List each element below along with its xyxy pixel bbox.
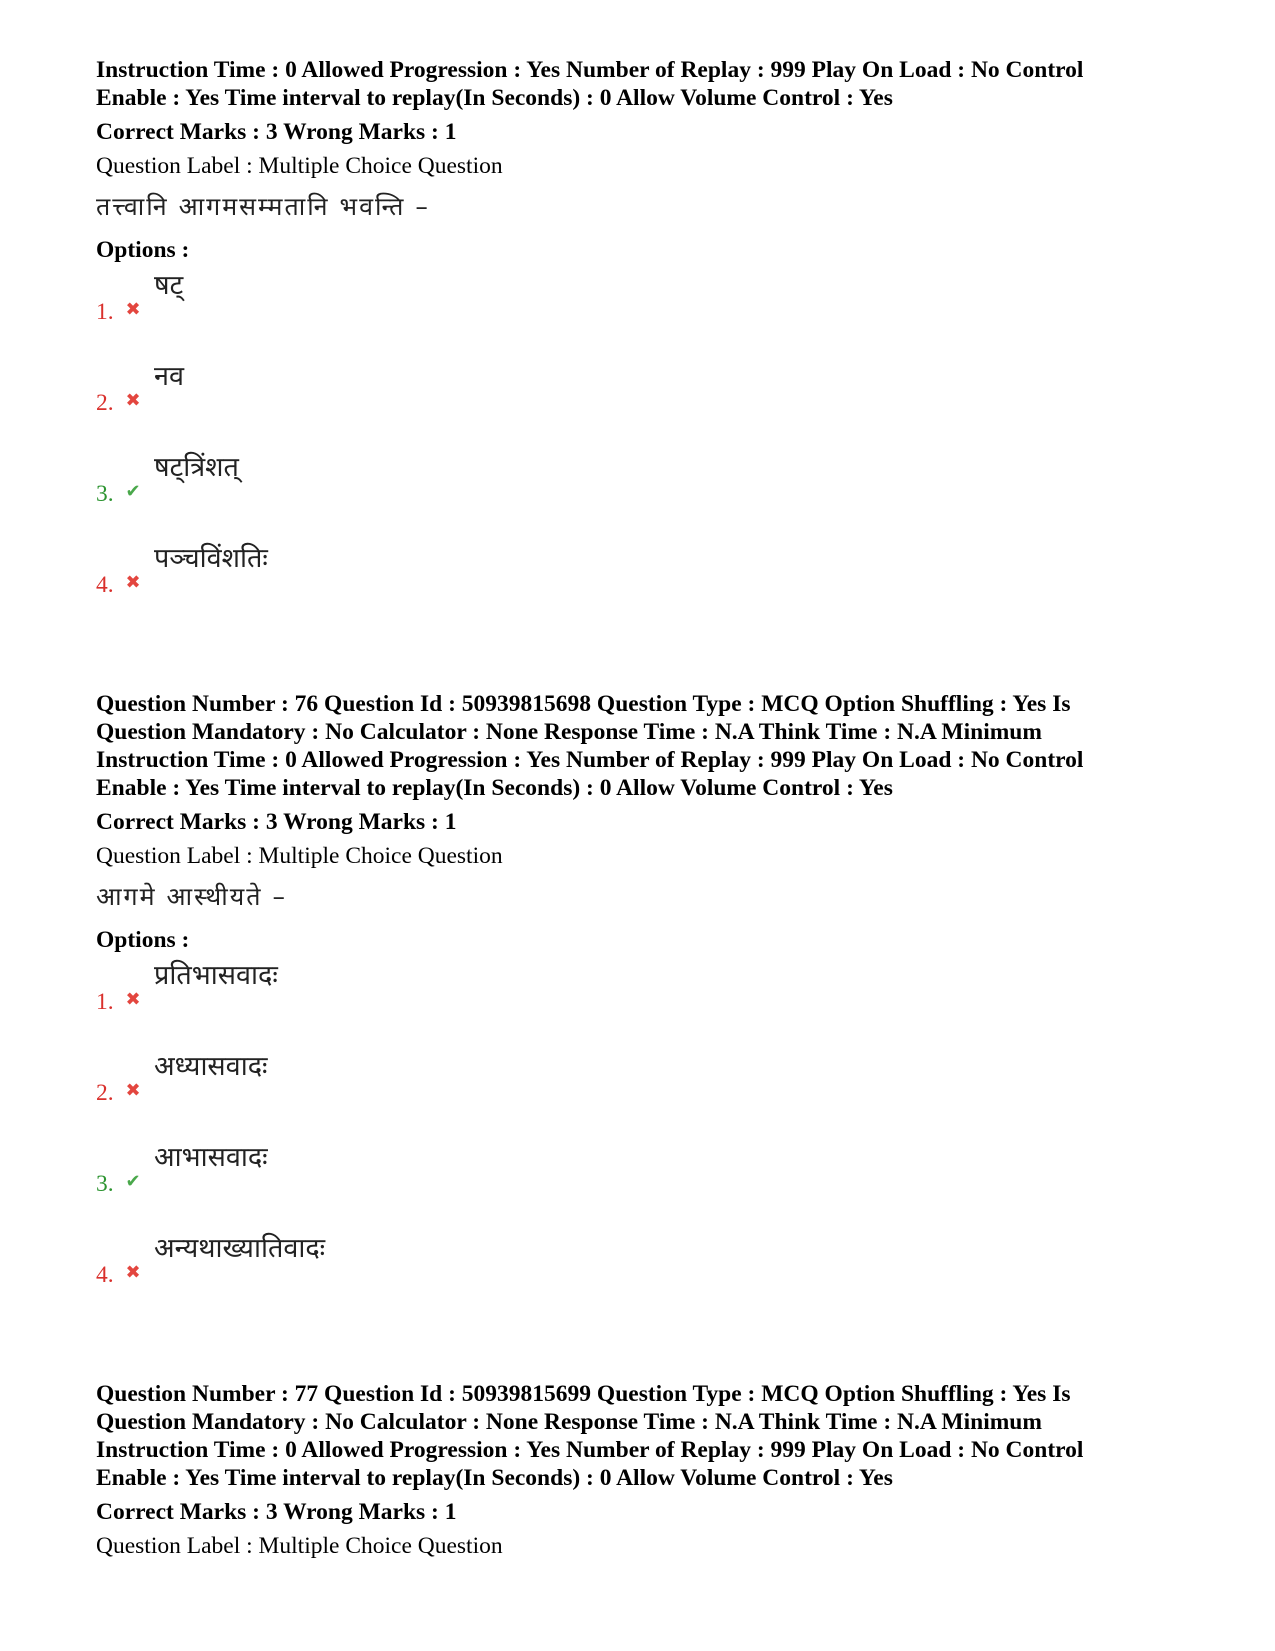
cross-icon: ✖ — [125, 390, 141, 411]
question-75 — [96, 56, 1196, 628]
options-heading: Options : — [96, 237, 190, 263]
question-marks: Correct Marks : 3 Wrong Marks : 1 — [96, 119, 457, 145]
spacer — [96, 1318, 1196, 1380]
option-number: 3. — [96, 1171, 114, 1197]
question-label: Question Label : Multiple Choice Question — [96, 843, 503, 869]
option-number: 4. — [96, 1262, 114, 1288]
option-1 — [96, 954, 1196, 1045]
question-meta-line: Enable : Yes Time interval to replay(In Seconds) : 0 Allow Volume Control : Yes — [96, 775, 893, 801]
question-label: Question Label : Multiple Choice Question — [96, 153, 503, 179]
question-meta-line: Enable : Yes Time interval to replay(In Seconds) : 0 Allow Volume Control : Yes — [96, 85, 893, 111]
cross-icon: ✖ — [125, 1262, 141, 1283]
option-number: 2. — [96, 390, 114, 416]
question-76 — [96, 690, 1196, 1318]
question-text: तत्त्वानि आगमसम्मतानि भवन्ति – — [96, 192, 430, 221]
option-text: अन्यथाख्यातिवादः — [154, 1233, 326, 1264]
option-1 — [96, 264, 1196, 355]
option-2 — [96, 1045, 1196, 1136]
question-meta-line: Instruction Time : 0 Allowed Progression : Yes Number of Replay : 999 Play On Load : No Control — [96, 1437, 1084, 1463]
cross-icon: ✖ — [125, 989, 141, 1010]
check-icon: ✔ — [125, 1171, 141, 1192]
spacer — [96, 628, 1196, 690]
question-marks: Correct Marks : 3 Wrong Marks : 1 — [96, 1499, 457, 1525]
question-marks: Correct Marks : 3 Wrong Marks : 1 — [96, 809, 457, 835]
option-2 — [96, 355, 1196, 446]
option-text: अध्यासवादः — [154, 1051, 268, 1082]
question-meta-line: Question Number : 77 Question Id : 50939815699 Question Type : MCQ Option Shuffling : Yes Is — [96, 1381, 1071, 1407]
option-text: षट्त्रिंशत् — [154, 452, 239, 483]
cross-icon: ✖ — [125, 299, 141, 320]
option-number: 2. — [96, 1080, 114, 1106]
question-meta-line: Instruction Time : 0 Allowed Progression : Yes Number of Replay : 999 Play On Load : No Control — [96, 747, 1084, 773]
cross-icon: ✖ — [125, 1080, 141, 1101]
option-number: 1. — [96, 299, 114, 325]
check-icon: ✔ — [125, 481, 141, 502]
question-meta-line: Enable : Yes Time interval to replay(In Seconds) : 0 Allow Volume Control : Yes — [96, 1465, 893, 1491]
option-text: षट् — [154, 270, 184, 301]
option-3 — [96, 1136, 1196, 1227]
question-paper — [96, 56, 1196, 1560]
option-4 — [96, 1227, 1196, 1318]
option-text: प्रतिभासवादः — [154, 960, 278, 991]
option-number: 4. — [96, 572, 114, 598]
cross-icon: ✖ — [125, 572, 141, 593]
option-number: 3. — [96, 481, 114, 507]
question-text: आगमे आस्थीयते – — [96, 882, 287, 911]
option-number: 1. — [96, 989, 114, 1015]
option-4 — [96, 537, 1196, 628]
question-label: Question Label : Multiple Choice Question — [96, 1533, 503, 1559]
option-text: आभासवादः — [154, 1142, 268, 1173]
options-heading: Options : — [96, 927, 190, 953]
question-77 — [96, 1380, 1196, 1560]
option-text: नव — [154, 361, 184, 392]
option-3 — [96, 446, 1196, 537]
option-text: पञ्चविंशतिः — [154, 543, 268, 574]
question-meta-line: Question Mandatory : No Calculator : None Response Time : N.A Think Time : N.A Minimum — [96, 719, 1042, 745]
question-meta-line: Question Number : 76 Question Id : 50939815698 Question Type : MCQ Option Shuffling : Yes Is — [96, 691, 1071, 717]
question-meta-line: Instruction Time : 0 Allowed Progression : Yes Number of Replay : 999 Play On Load : No Control — [96, 57, 1084, 83]
question-meta-line: Question Mandatory : No Calculator : None Response Time : N.A Think Time : N.A Minimum — [96, 1409, 1042, 1435]
